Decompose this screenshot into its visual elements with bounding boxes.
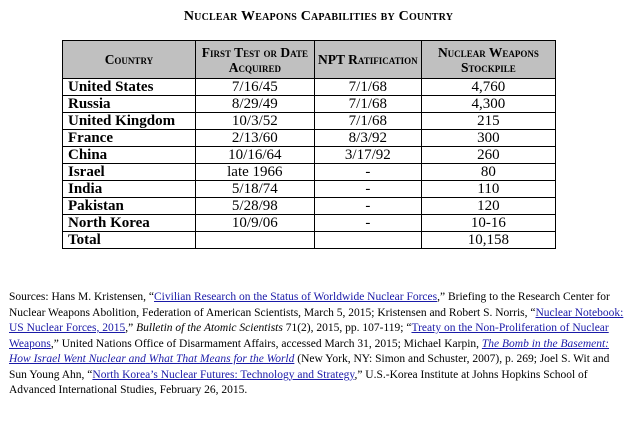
source-link-nuclear-notebook[interactable]: Nuclear Notebook: US Nuclear Forces, 2015 [9,306,624,334]
stockpile-cell: 215 [421,113,555,130]
npt-cell: 3/17/92 [314,147,421,164]
table-row [63,130,556,147]
stockpile-cell: 110 [421,181,555,198]
first-test-cell: 10/3/52 [195,113,314,130]
journal-title: Bulletin of the Atomic Scientists [136,322,283,334]
first-test-cell: late 1966 [195,164,314,181]
table-row [63,147,556,164]
sources-text: ,” [125,322,137,334]
total-row [63,232,556,249]
first-test-cell: 10/9/06 [195,215,314,232]
capabilities-table [62,40,556,249]
first-test-cell: 5/18/74 [195,181,314,198]
country-cell: United Kingdom [63,113,196,130]
table-header-row [63,41,556,79]
sources-paragraph [9,290,629,399]
npt-cell: 8/3/92 [314,130,421,147]
header-npt-ratification: NPT Ratification [314,41,421,79]
table-row [63,96,556,113]
npt-cell: 7/1/68 [314,79,421,96]
table-row [63,215,556,232]
npt-cell: - [314,181,421,198]
first-test-cell: 7/16/45 [195,79,314,96]
first-test-cell: 8/29/49 [195,96,314,113]
sources-text: Sources: Hans M. Kristensen, “ [9,291,155,303]
npt-cell: 7/1/68 [314,96,421,113]
country-cell: China [63,147,196,164]
npt-cell: 7/1/68 [314,113,421,130]
source-link-bomb-in-basement[interactable]: The Bomb in the Basement: How Israel Went Nuclear and What That Means for the World [9,337,610,365]
npt-cell: - [314,215,421,232]
stockpile-cell: 10-16 [421,215,555,232]
stockpile-cell: 300 [421,130,555,147]
country-cell: North Korea [63,215,196,232]
source-link-north-korea-futures[interactable]: North Korea’s Nuclear Futures: Technology and Strategy [92,368,355,381]
first-test-cell: 10/16/64 [195,147,314,164]
stockpile-cell: 4,760 [421,79,555,96]
stockpile-cell: 120 [421,198,555,215]
country-cell: Russia [63,96,196,113]
sources-text: ,” U.S.-Korea Institute at Johns Hopkins School of Advanced International Studies, February 26, 2015. [9,368,588,396]
country-cell: Pakistan [63,198,196,215]
page-title: Nuclear Weapons Capabilities by Country [183,9,454,24]
sources-text: 71(2), 2015, pp. 107-119; “ [282,322,412,334]
header-country: Country [63,41,196,79]
source-link-npt-treaty[interactable]: Treaty on the Non-Proliferation of Nuclear Weapons [9,322,609,350]
source-link-civilian-research[interactable]: Civilian Research on the Status of Worldwide Nuclear Forces [154,291,438,303]
country-cell: France [63,130,196,147]
table-row [63,164,556,181]
sources-text: ,” United Nations Office of Disarmament Affairs, accessed March 31, 2015; Michael Karpin, [50,337,482,350]
table-row [63,181,556,198]
header-first-test: First Test or Date Acquired [195,41,314,79]
total-stockpile: 10,158 [421,232,555,249]
first-test-cell: 5/28/98 [195,198,314,215]
country-cell: India [63,181,196,198]
npt-cell: - [314,164,421,181]
stockpile-cell: 80 [421,164,555,181]
total-label: Total [63,232,196,249]
npt-cell: - [314,198,421,215]
sources-text: (New York, NY: Simon and Schuster, 2007), p. 269; Joel S. Wit and Sun Young Ahn, “ [9,353,610,381]
table-row [63,113,556,130]
table-row [63,198,556,215]
table-row [63,79,556,96]
stockpile-cell: 4,300 [421,96,555,113]
stockpile-cell: 260 [421,147,555,164]
total-empty-cell [195,232,314,249]
sources-text: ,” Briefing to the Research Center for Nuclear Weapons Abolition, Federation of American Scientists, March 5, 2015; Kristensen and Robert S. Norris, “ [9,291,610,319]
country-cell: United States [63,79,196,96]
country-cell: Israel [63,164,196,181]
header-stockpile: Nuclear Weapons Stockpile [421,41,555,79]
total-empty-cell [314,232,421,249]
first-test-cell: 2/13/60 [195,130,314,147]
